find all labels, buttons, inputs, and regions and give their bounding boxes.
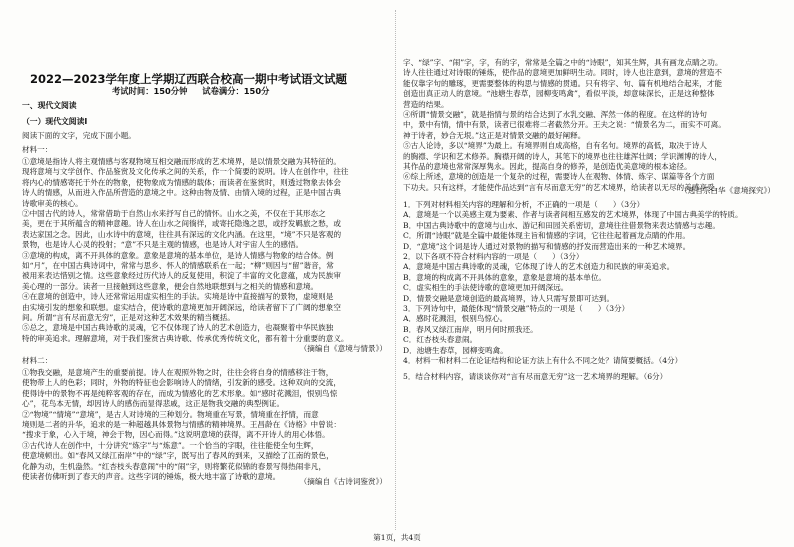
question-5: 5．结合材料内容，请谈谈你对“言有尽而意无穷”这一艺术境界的理解。（6分） xyxy=(403,372,668,381)
text-line: 诗人往往通过对诗眼的锤炼，使作品的意境更加鲜明生动。同时，诗人也注意到，意境的营造不 xyxy=(403,68,722,78)
exam-title: 2022—2023学年度上学期辽西联合校高一期中考试语文试题 xyxy=(30,72,348,86)
text-line: 使意境顿出。如“春风又绿江南岸”中的“绿”字，既写出了春风的到来，又描绘了江南的景色， xyxy=(22,451,334,461)
text-line: “搜求于象，心入于境，神会于物，因心而得。”这说明意境的获得，离不开诗人的用心体悟。 xyxy=(22,430,330,440)
text-line: 美心理的一部分。读者一旦接触到这些意象，便会自然地联想到与之相关的情感和意境。 xyxy=(22,281,319,291)
text-line: 将内心的情感寄托于外在的物象，使物象成为情感的载体；而读者在鉴赏时，则透过物象去体会 xyxy=(22,177,341,187)
text-line: 下功夫。只有这样，才能使作品达到“言有尽而意无穷”的艺术境界，给读者以无尽的美感享受。 xyxy=(403,182,723,192)
text-line: 营造的结果。 xyxy=(403,99,449,109)
text-line: 创造出真正动人的意境。“池塘生春草，园柳变鸣禽”，看似平淡，却意味深长，正是这种整体 xyxy=(403,89,715,99)
question-line: C．红杏枝头春意闹。 xyxy=(403,335,478,345)
text-line: ⑥综上所述，意境的创造是一个复杂的过程，需要诗人在观物、体情、炼字、谋篇等各个方面 xyxy=(403,172,715,182)
question-line: 2．以下各项不符合材料内容的一项是（ ）（3分） xyxy=(403,252,584,261)
text-line: 景物，也是诗人心灵的投射；“意”不只是主观的情感，也是诗人对宇宙人生的感悟。 xyxy=(22,240,304,250)
text-line: 特的审美追求。理解意境，对于我们鉴赏古典诗歌、传承优秀传统文化，都有着十分重要的意义。 xyxy=(22,333,349,343)
text-line: 字、“绿”字、“闹”字，字，有的字，常常是全篇之中的“诗眼”，知其生辉，具有画龙点睛之功。 xyxy=(403,58,723,67)
question-line: C．所谓“诗眼”就是全篇中最能体现主旨和情感的字词，它往往起着画龙点睛的作用。 xyxy=(403,231,690,241)
text-line: ④在意境的创造中，诗人还常常运用虚实相生的手法。实境是诗中直接描写的景物，虚境则是 xyxy=(22,292,334,302)
text-line: ③古代诗人在创作中，十分讲究“炼字”与“炼意”。一个恰当的字眼，往往能使全句生辉， xyxy=(22,440,319,450)
material-2-continued-source: （选自宗白华《意境探究》） xyxy=(680,186,775,195)
text-line: 的胸襟、学识和艺术修养。胸襟开阔的诗人，其笔下的境界也往往雄浑壮阔；学识渊博的诗人， xyxy=(403,151,722,161)
question-line: 1．下列对材料相关内容的理解和分析，不正确的一项是（ ）（3分） xyxy=(403,200,645,209)
subsection-heading: （一）现代文阅读Ⅰ xyxy=(22,117,88,126)
right-column xyxy=(403,0,775,547)
section-heading: 一、现代文阅读 xyxy=(22,101,77,110)
text-line: ⑤古人论诗，多以“境界”为最上。有境界则自成高格，自有名句。境界的高低，取决于诗人 xyxy=(403,141,707,151)
question-line: B．意境的构成离不开具体的意象，意象是意境的基本单位。 xyxy=(403,272,607,282)
exam-score: 试卷满分：150分 xyxy=(202,86,270,96)
text-line: ①物我交融，是意境产生的重要前提。诗人在观照外物之时，往往会将自身的情感移注于物， xyxy=(22,368,334,377)
text-line: 能仅靠字句的雕琢，更需要整体的构思与情感的贯通。只有将字、句、篇有机地结合起来，才能 xyxy=(403,78,722,88)
column-divider xyxy=(395,10,396,530)
question-line: D．情景交融是意境创造的最高境界，诗人只需写景即可达到。 xyxy=(403,293,615,303)
question-line: B．中国古典诗歌中的意境与山水、游记和田园关系密切，意境往往借景物来表达情感与志趣。 xyxy=(403,220,720,230)
question-line: 4．材料一和材料二在论证结构和论证方法上有什么不同之处？请简要概括。（4分） xyxy=(403,356,683,365)
text-line: 使得诗中的景物不再是纯粹客观的存在，而成为情感化的艺术形象。如“感时花溅泪，恨别鸟惊 xyxy=(22,388,338,398)
exam-time: 考试时间：150分钟 xyxy=(112,86,188,96)
question-line: D．“意境”这个词是诗人通过对景物的描写和情感的抒发而营造出来的一种艺术境界。 xyxy=(403,241,691,251)
question-line: 3．下列诗句中，最能体现“情景交融”特点的一项是（ ）（3分） xyxy=(403,304,630,313)
question-line: C．虚实相生的手法使诗歌的意境更加开阔深远。 xyxy=(403,283,569,293)
question-line: A．感时花溅泪，恨别鸟惊心。 xyxy=(403,314,508,324)
text-line: 表达家国之念。因此，山水诗中的意境，往往具有深远的文化内涵。在这里，“境”不只是客观的 xyxy=(22,229,342,239)
text-line: 被用来表达惜别之情。这些意象经过历代诗人的反复使用，积淀了丰富的文化意蕴，成为民族审 xyxy=(22,271,341,281)
page-number: 第1页，共4页 xyxy=(373,533,421,542)
question-line: A．意境是一个以美感主观为要素、作者与读者间相互感发的艺术境界，体现了中国古典美学的特质。 xyxy=(403,210,743,220)
text-line: 间。所谓“言有尽而意无穷”，正是对这种艺术效果的精当概括。 xyxy=(22,313,235,322)
text-line: 心”，花鸟本无情，却因诗人的感伤而显得悲戚，这正是物我交融的典型例证。 xyxy=(22,399,285,409)
left-column xyxy=(22,0,387,547)
text-line: 其作品的意境也常常深厚隽永。因此，提高自身的修养，是创造优美意境的根本途径。 xyxy=(403,162,692,171)
text-line: 使读者仿佛听到了春天的声音。这些字词的锤炼，极大地丰富了诗歌的意境。 xyxy=(22,472,281,481)
text-line: 美，更在于其所蕴含的精神意趣。诗人在山水之间徜徉，或寄托隐逸之思，或抒发羁旅之愁，或 xyxy=(22,219,341,229)
question-line: D．池塘生春草，园柳变鸣禽。 xyxy=(403,345,508,355)
text-line: ⑤总之，意境是中国古典诗歌的灵魂，它不仅体现了诗人的艺术创造力，也凝聚着中华民族独 xyxy=(22,323,334,333)
text-line: 使物带上人的色彩；同时，外物的特征也会影响诗人的情绪，引发新的感受。这种双向的交流， xyxy=(22,378,341,388)
text-line: 诗人的情感，从而进入作品所营造的意境之中。这种由物及情、由情入境的过程，正是中国古典 xyxy=(22,188,341,198)
text-line: 化静为动，生机盎然。“红杏枝头春意闹”中的“闹”字，则将繁花似锦的春景写得热闹非凡， xyxy=(22,461,327,471)
material-1-source: （摘编自《意境与情景》） xyxy=(299,344,387,353)
text-line: 神于诗者，妙合无垠。”这正是对情景交融的最好阐释。 xyxy=(403,130,586,140)
instruction: 阅读下面的文字，完成下面小题。 xyxy=(22,131,136,140)
question-line: A．意境是中国古典诗歌的灵魂，它体现了诗人的艺术创造力和民族的审美追求。 xyxy=(403,262,675,272)
material-2-label: 材料二： xyxy=(22,356,53,365)
material-1-label: 材料一： xyxy=(22,145,53,154)
text-line: 中，景中有情，情中有景，读者已很难将二者截然分开。王夫之说：“情景名为二，而实不可离。 xyxy=(403,120,726,130)
text-line: ④所谓“情景交融”，就是指情与景的结合达到了水乳交融、浑然一体的程度。在这样的诗句 xyxy=(403,110,707,119)
text-line: 如“月”，在中国古典诗词中，常常与思乡、怀人的情感联系在一起；“柳”则因与“留”谐音，常 xyxy=(22,261,334,270)
text-line: 诗歌审美的核心。 xyxy=(22,198,83,208)
text-line: ③意境的构成，离不开具体的意象。意象是意境的基本单位，是诗人情感与物象的结合体。例 xyxy=(22,250,334,260)
text-line: 现将意境与文学创作、作品鉴赏及文化传承之间的关系，作一个简要的说明。诗人在创作中，往往 xyxy=(22,167,349,177)
text-line: 境则是二者的升华，追求的是一种超越具体景物与情感的精神境界。王昌龄在《诗格》中曾说： xyxy=(22,420,341,429)
text-line: ②“物境”“情境”“意境”，是古人对诗境的三种划分。物境重在写景，情境重在抒情，而意 xyxy=(22,409,319,419)
question-line: B．春风又绿江南岸，明月何时照我还。 xyxy=(403,324,538,334)
text-line: ②中国古代的诗人，常常借助于自然山水来抒写自己的情怀。山水之美，不仅在于其形态之 xyxy=(22,209,326,218)
material-2-source: （摘编自《古诗词鉴赏》） xyxy=(299,477,387,486)
text-line: ①意境是指诗人将主观情感与客观物境互相交融而形成的艺术境界，是以情景交融为其特征的。 xyxy=(22,157,341,166)
text-line: 由实境引发的想象和联想。虚实结合，使诗歌的意境更加开阔深远，给读者留下了广阔的想象空 xyxy=(22,302,341,312)
